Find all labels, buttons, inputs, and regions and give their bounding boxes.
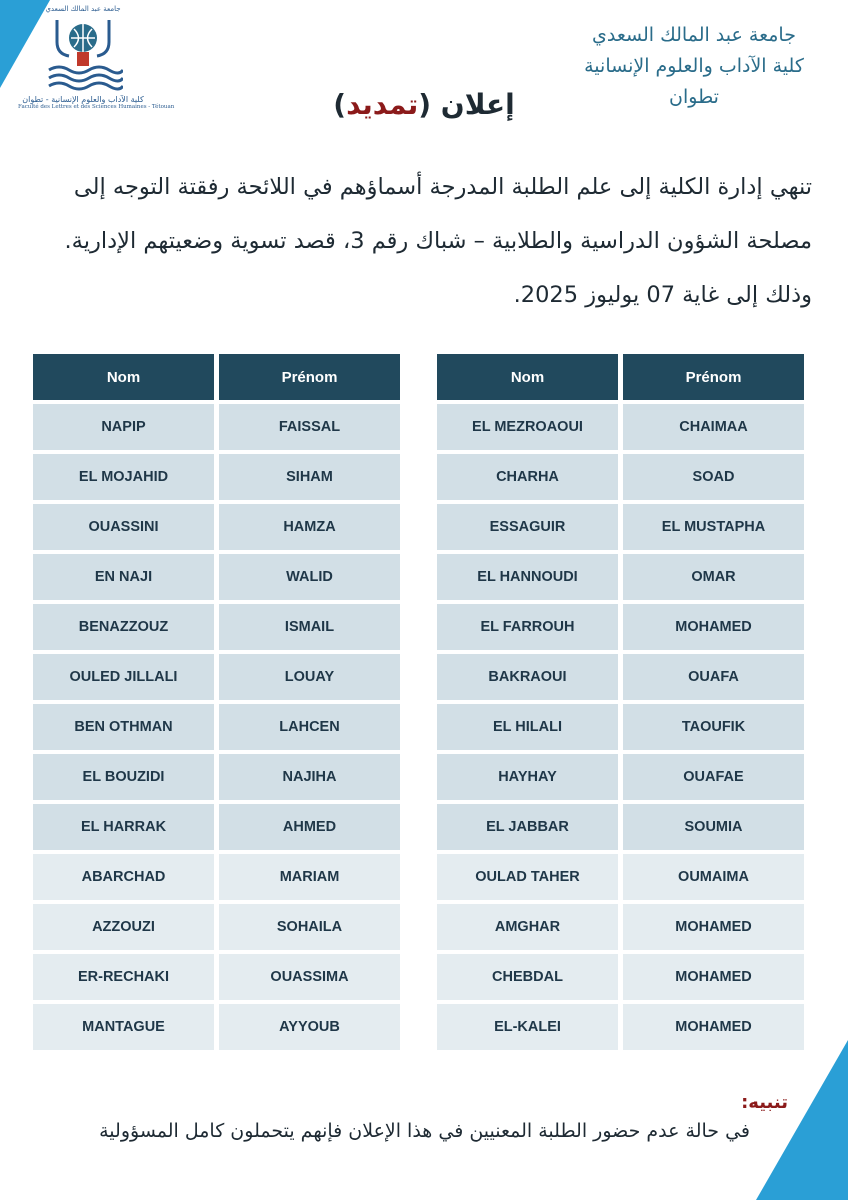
logo-french-caption: Faculté des Lettres et des Sciences Humaines - Tétouan	[18, 104, 175, 110]
university-name: جامعة عبد المالك السعدي	[592, 24, 796, 46]
cell-prenom: TAOUFIK	[623, 704, 804, 750]
table-row	[33, 754, 400, 800]
cell-nom: ESSAGUIR	[437, 504, 618, 550]
cell-prenom: EL MUSTAPHA	[623, 504, 804, 550]
table-row	[437, 904, 804, 950]
cell-prenom: NAJIHA	[219, 754, 400, 800]
note-text: في حالة عدم حضور الطلبة المعنيين في هذا الإعلان فإنهم يتحملون كامل المسؤولية	[99, 1120, 750, 1142]
table-row	[33, 1004, 400, 1050]
cell-prenom: OUMAIMA	[623, 854, 804, 900]
cell-nom: EL MEZROAOUI	[437, 404, 618, 450]
cell-prenom: SOHAILA	[219, 904, 400, 950]
table-row	[33, 604, 400, 650]
table-row	[33, 404, 400, 450]
cell-prenom: OUASSIMA	[219, 954, 400, 1000]
table-row	[437, 754, 804, 800]
cell-nom: EL MOJAHID	[33, 454, 214, 500]
table-row	[437, 704, 804, 750]
cell-prenom: FAISSAL	[219, 404, 400, 450]
table-header-row	[33, 354, 400, 400]
cell-prenom: HAMZA	[219, 504, 400, 550]
table-row	[437, 804, 804, 850]
cell-nom: ABARCHAD	[33, 854, 214, 900]
cell-prenom: SOAD	[623, 454, 804, 500]
cell-prenom: MOHAMED	[623, 954, 804, 1000]
city-name: تطوان	[669, 86, 719, 108]
column-header-prenom: Prénom	[623, 354, 804, 400]
cell-prenom: CHAIMAA	[623, 404, 804, 450]
announcement-body	[40, 160, 812, 322]
cell-nom: AZZOUZI	[33, 904, 214, 950]
table-row	[437, 554, 804, 600]
cell-nom: EL HARRAK	[33, 804, 214, 850]
table-row	[33, 804, 400, 850]
table-row	[33, 704, 400, 750]
cell-prenom: MOHAMED	[623, 604, 804, 650]
table-row	[437, 504, 804, 550]
cell-nom: NAPIP	[33, 404, 214, 450]
table-row	[33, 554, 400, 600]
cell-prenom: AHMED	[219, 804, 400, 850]
cell-nom: OULAD TAHER	[437, 854, 618, 900]
intro-line-2: مصلحة الشؤون الدراسية والطلابية – شباك رقم 3، قصد تسوية وضعيتهم الإدارية.	[64, 228, 812, 254]
cell-prenom: SOUMIA	[623, 804, 804, 850]
table-row	[437, 604, 804, 650]
table-row	[437, 854, 804, 900]
cell-nom: HAYHAY	[437, 754, 618, 800]
table-row	[437, 1004, 804, 1050]
cell-prenom: SIHAM	[219, 454, 400, 500]
table-row	[437, 654, 804, 700]
cell-prenom: OUAFAE	[623, 754, 804, 800]
cell-prenom: MOHAMED	[623, 904, 804, 950]
cell-prenom: MARIAM	[219, 854, 400, 900]
logo-arabic-top: جامعة عبد المالك السعدي	[45, 5, 121, 13]
cell-nom: EL HANNOUDI	[437, 554, 618, 600]
intro-line-1: تنهي إدارة الكلية إلى علم الطلبة المدرجة أسماؤهم في اللائحة رفقتة التوجه إلى	[73, 174, 812, 200]
cell-prenom: LAHCEN	[219, 704, 400, 750]
column-header-prenom: Prénom	[219, 354, 400, 400]
students-table-left	[28, 350, 405, 1054]
cell-prenom: LOUAY	[219, 654, 400, 700]
announcement-subtitle: تمديد	[346, 88, 419, 121]
cell-nom: OULED JILLALI	[33, 654, 214, 700]
table-row	[437, 454, 804, 500]
corner-decoration-bottom-right	[756, 1040, 848, 1200]
table-row	[33, 654, 400, 700]
title-open-paren: (	[418, 88, 432, 121]
cell-nom: CHARHA	[437, 454, 618, 500]
table-row	[33, 904, 400, 950]
column-header-nom: Nom	[33, 354, 214, 400]
cell-nom: EL BOUZIDI	[33, 754, 214, 800]
table-row	[33, 854, 400, 900]
intro-line-3: وذلك إلى غاية 07 يوليوز 2025.	[513, 282, 812, 308]
cell-prenom: AYYOUB	[219, 1004, 400, 1050]
students-table-right	[432, 350, 809, 1054]
cell-nom: ER-RECHAKI	[33, 954, 214, 1000]
title-close-paren: )	[333, 88, 347, 121]
cell-prenom: OMAR	[623, 554, 804, 600]
column-header-nom: Nom	[437, 354, 618, 400]
cell-nom: EL FARROUH	[437, 604, 618, 650]
logo-arabic-caption: كلية الآداب والعلوم الإنسانية - تطوان	[22, 95, 144, 104]
logo-emblem-icon	[43, 14, 123, 94]
cell-prenom: ISMAIL	[219, 604, 400, 650]
cell-nom: EL HILALI	[437, 704, 618, 750]
note-label: تنبيه:	[741, 1092, 788, 1113]
table-header-row	[437, 354, 804, 400]
cell-prenom: OUAFA	[623, 654, 804, 700]
cell-nom: EN NAJI	[33, 554, 214, 600]
cell-nom: BAKRAOUI	[437, 654, 618, 700]
cell-prenom: WALID	[219, 554, 400, 600]
cell-prenom: MOHAMED	[623, 1004, 804, 1050]
cell-nom: OUASSINI	[33, 504, 214, 550]
cell-nom: EL JABBAR	[437, 804, 618, 850]
table-row	[33, 954, 400, 1000]
faculty-name: كلية الآداب والعلوم الإنسانية	[584, 55, 804, 77]
cell-nom: BENAZZOUZ	[33, 604, 214, 650]
table-row	[437, 404, 804, 450]
table-row	[437, 954, 804, 1000]
cell-nom: EL-KALEI	[437, 1004, 618, 1050]
cell-nom: MANTAGUE	[33, 1004, 214, 1050]
table-row	[33, 504, 400, 550]
announcement-title	[0, 88, 848, 121]
table-row	[33, 454, 400, 500]
cell-nom: BEN OTHMAN	[33, 704, 214, 750]
cell-nom: AMGHAR	[437, 904, 618, 950]
announcement-title-main: إعلان	[440, 88, 515, 121]
cell-nom: CHEBDAL	[437, 954, 618, 1000]
